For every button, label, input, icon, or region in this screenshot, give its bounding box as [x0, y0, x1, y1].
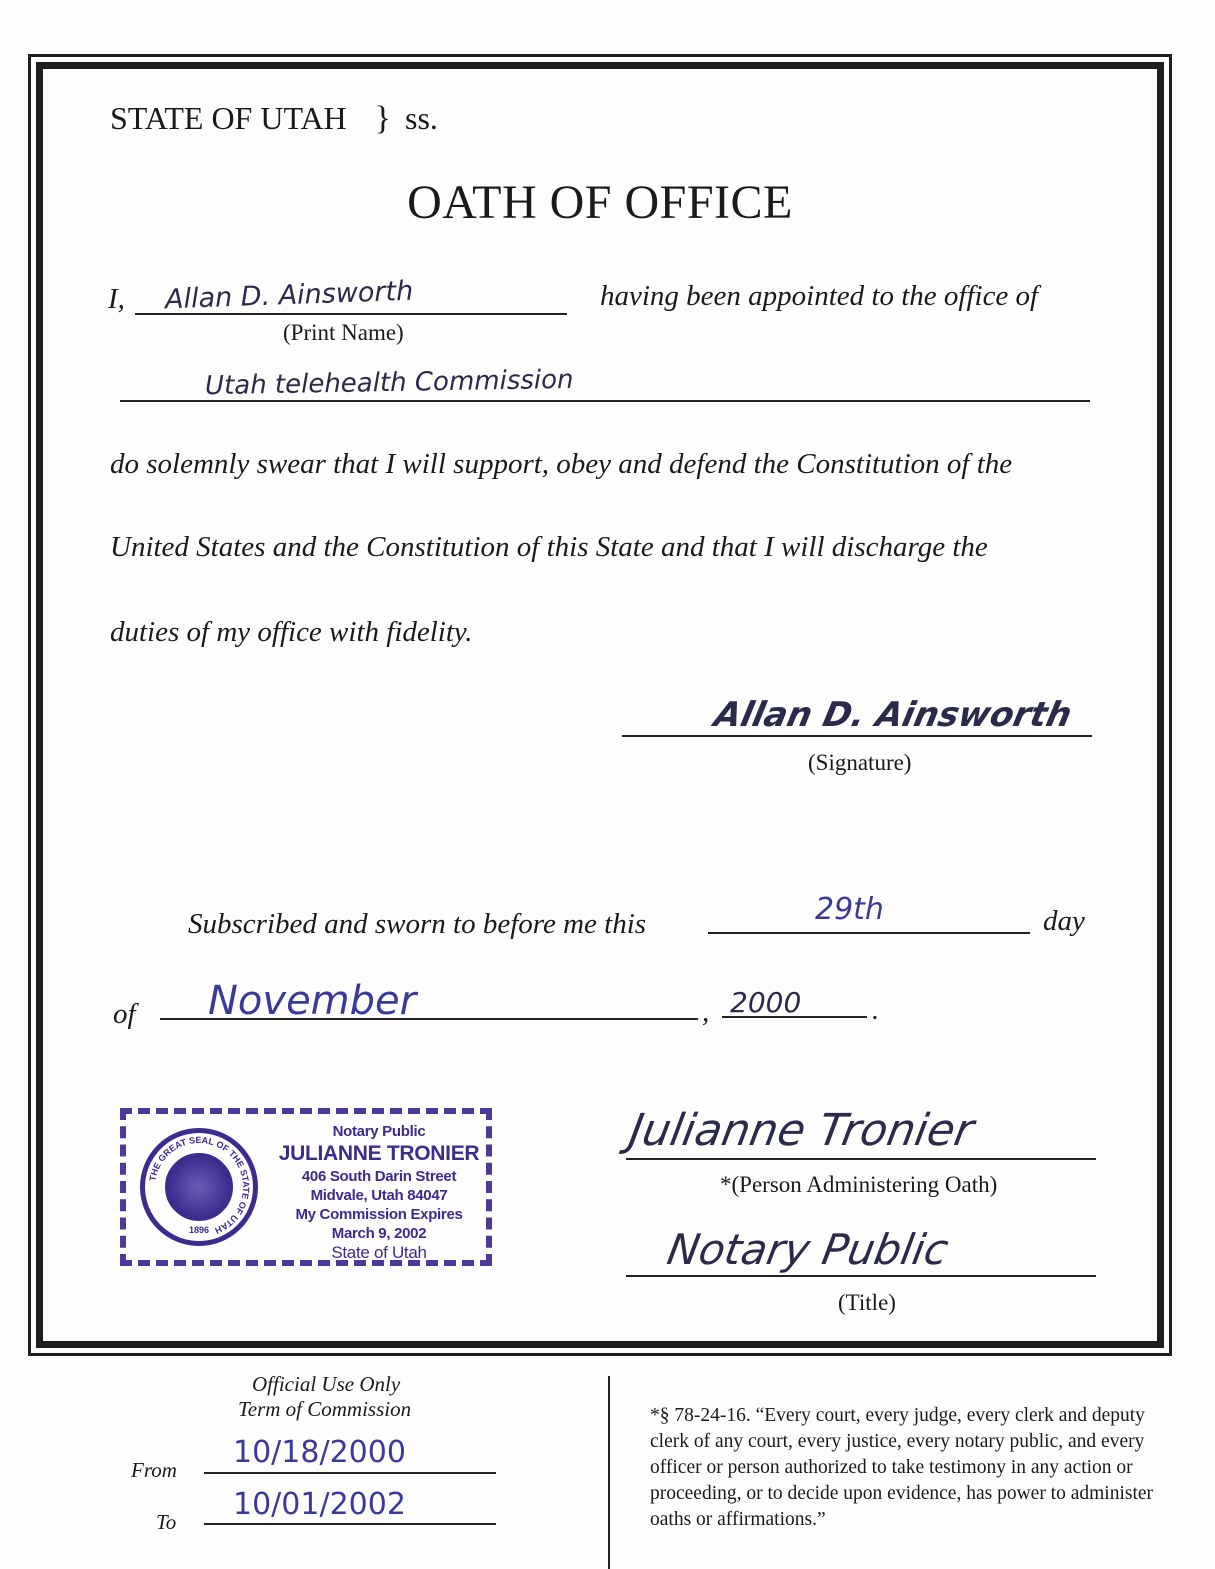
stamp-notary-name: JULIANNE TRONIER: [278, 1142, 480, 1165]
venue-ss: ss.: [404, 100, 438, 136]
handwritten-print-name: Allan D. Ainsworth: [164, 275, 414, 316]
print-name-line: [135, 313, 567, 315]
oath-line-3: duties of my office with fidelity.: [110, 616, 473, 648]
signature-caption: (Signature): [808, 750, 912, 775]
seal-emblem: [165, 1153, 233, 1221]
office-line: [120, 400, 1090, 402]
administrator-caption: *(Person Administering Oath): [720, 1172, 998, 1197]
seal-year: 1896: [188, 1225, 210, 1235]
month-comma: ,: [702, 996, 710, 1028]
notary-stamp: [120, 1108, 492, 1266]
handwritten-month: November: [208, 978, 417, 1024]
state-name: STATE OF UTAH: [110, 100, 347, 136]
term-heading: Term of Commission: [238, 1397, 412, 1421]
stamp-expires-label: My Commission Expires: [295, 1206, 463, 1223]
stamp-title: Notary Public: [332, 1123, 426, 1140]
handwritten-administrator-signature: Julianne Tronier: [625, 1105, 978, 1156]
of-word: of: [113, 998, 136, 1030]
appointed-text: having been appointed to the office of: [600, 280, 1039, 312]
year-line: [722, 1016, 867, 1018]
day-line: [708, 932, 1030, 934]
oath-line-1: do solemnly swear that I will support, obey and defend the Constitution of the: [110, 448, 1013, 480]
stamp-state: State of Utah: [331, 1243, 427, 1262]
stamp-expires-date: March 9, 2002: [331, 1225, 427, 1242]
from-line: [204, 1472, 496, 1474]
handwritten-to-date: 10/01/2002: [233, 1487, 406, 1522]
handwritten-from-date: 10/18/2000: [233, 1435, 406, 1470]
administrator-line: [626, 1158, 1096, 1160]
handwritten-day: 29th: [815, 892, 884, 927]
stamp-text-block: [266, 1122, 492, 1262]
seal-ring-text: THE GREAT SEAL OF THE STATE OF UTAH: [147, 1134, 252, 1236]
title-caption: (Title): [838, 1290, 896, 1315]
month-line: [160, 1018, 698, 1020]
print-name-caption: (Print Name): [283, 320, 404, 345]
stamp-address-2: Midvale, Utah 84047: [310, 1187, 448, 1204]
handwritten-title: Notary Public: [663, 1225, 953, 1274]
handwritten-office: Utah telehealth Commission: [204, 364, 574, 402]
venue-brace: }: [374, 100, 391, 137]
to-label: To: [156, 1510, 177, 1534]
title-line: [626, 1275, 1096, 1277]
sworn-text: Subscribed and sworn to before me this: [188, 908, 647, 940]
venue-line: [110, 100, 438, 138]
stamp-address-1: 406 South Darin Street: [301, 1168, 457, 1185]
state-seal-icon: [140, 1128, 258, 1246]
handwritten-signature: Allan D. Ainsworth: [710, 695, 1076, 735]
official-use-heading: Official Use Only: [252, 1372, 401, 1396]
statute-footnote: *§ 78-24-16. “Every court, every judge, every clerk and deputy clerk of any court, every justice, every notary public, and every officer or person authorized to take testimony in any action or proceeding, or to decide upon evidence, has power to administer oaths or affirmations.”: [650, 1405, 1154, 1530]
signature-line: [622, 735, 1092, 737]
to-line: [204, 1523, 496, 1525]
from-label: From: [131, 1458, 177, 1482]
oath-line-2: United States and the Constitution of this State and that I will discharge the: [110, 531, 988, 563]
i-prefix: I,: [108, 283, 125, 315]
document-title: OATH OF OFFICE: [407, 176, 793, 229]
footer-divider: [608, 1376, 610, 1569]
year-period: .: [872, 994, 880, 1026]
day-word: day: [1043, 905, 1085, 937]
handwritten-year: 2000: [730, 986, 802, 1019]
